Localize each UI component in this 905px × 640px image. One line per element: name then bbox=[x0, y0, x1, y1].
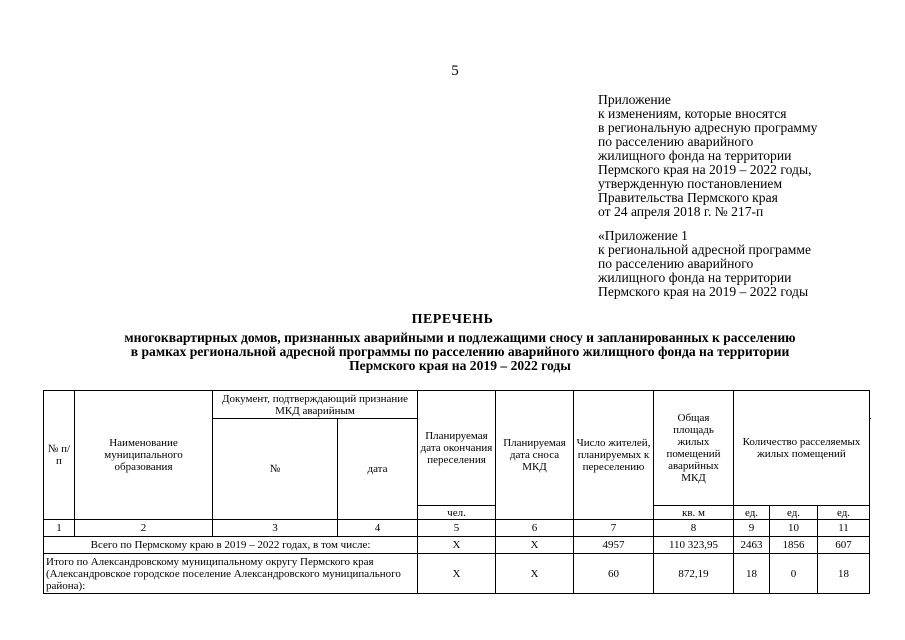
appendix-main-line: к изменениям, которые вносятся bbox=[598, 106, 787, 121]
header-doc-date: дата bbox=[338, 419, 418, 520]
district-row-rooms-municipal: 18 bbox=[818, 554, 870, 594]
appendix-main-line: жилищного фонда на территории bbox=[598, 148, 792, 163]
subtitle-line: многоквартирных домов, признанных аварийными и подлежащими сносу и запланированных к расселению bbox=[124, 330, 796, 345]
appendix-1-line: к региональной адресной программе bbox=[598, 242, 812, 257]
header-document-group: Документ, подтверждающий признание МКД аварийным bbox=[213, 391, 418, 419]
column-number: 2 bbox=[75, 520, 213, 537]
district-row-rooms-private: 0 bbox=[770, 554, 818, 594]
column-number: 9 bbox=[734, 520, 770, 537]
district-row-planned-end: Х bbox=[418, 554, 496, 594]
appendix-main-note bbox=[598, 93, 817, 219]
unit-rooms-private: ед. bbox=[770, 506, 818, 520]
appendix-1-note bbox=[598, 229, 811, 299]
appendix-main-line: Приложение bbox=[598, 92, 671, 107]
total-row-rooms-municipal: 607 bbox=[818, 537, 870, 554]
document-subtitle bbox=[60, 331, 860, 373]
column-number: 8 bbox=[654, 520, 734, 537]
appendix-main-line: в региональную адресную программу bbox=[598, 120, 818, 135]
unit-rooms-municipal: ед. bbox=[818, 506, 870, 520]
appendix-main-line: Правительства Пермского края bbox=[598, 190, 778, 205]
column-number: 5 bbox=[418, 520, 496, 537]
district-row-area: 872,19 bbox=[654, 554, 734, 594]
total-row-planned-end: Х bbox=[418, 537, 496, 554]
unit-residents: чел. bbox=[418, 506, 496, 520]
column-number: 7 bbox=[574, 520, 654, 537]
column-number: 6 bbox=[496, 520, 574, 537]
column-number: 1 bbox=[44, 520, 75, 537]
appendix-1-line: «Приложение 1 bbox=[598, 228, 688, 243]
district-row-residents: 60 bbox=[574, 554, 654, 594]
appendix-main-line: утвержденную постановлением bbox=[598, 176, 783, 191]
total-row bbox=[44, 537, 870, 554]
district-row bbox=[44, 554, 870, 594]
district-row-planned-demolition: Х bbox=[496, 554, 574, 594]
total-row-planned-demolition: Х bbox=[496, 537, 574, 554]
header-planned-end: Планируемая дата окончания переселения bbox=[418, 391, 496, 506]
appendix-1-line: по расселению аварийного bbox=[598, 256, 754, 271]
appendix-main-line: от 24 апреля 2018 г. № 217-п bbox=[598, 204, 764, 219]
header-rooms-group: Количество расселяемых жилых помещений bbox=[734, 391, 870, 506]
subtitle-line: в рамках региональной адресной программы по расселению аварийного жилищного фонда на территории bbox=[130, 344, 790, 359]
header-municipality: Наименование муниципального образования bbox=[75, 391, 213, 520]
document-title: ПЕРЕЧЕНЬ bbox=[411, 312, 494, 327]
subtitle-line: Пермского края на 2019 – 2022 годы bbox=[349, 358, 571, 373]
header-area: Общая площадь жилых помещений аварийных МКД bbox=[654, 391, 734, 506]
header-num: № п/п bbox=[44, 391, 75, 520]
header-residents: Число жителей, планируемых к переселению bbox=[574, 391, 654, 520]
header-doc-number: № bbox=[213, 419, 338, 520]
total-row-label: Всего по Пермскому краю в 2019 – 2022 годах, в том числе: bbox=[44, 537, 418, 554]
appendix-main-line: Пермского края на 2019 – 2022 годы, bbox=[598, 162, 812, 177]
unit-rooms-total: ед. bbox=[734, 506, 770, 520]
appendix-1-line: жилищного фонда на территории bbox=[598, 270, 792, 285]
total-row-rooms-private: 1856 bbox=[770, 537, 818, 554]
appendix-main-line: по расселению аварийного bbox=[598, 134, 754, 149]
column-number: 10 bbox=[770, 520, 818, 537]
total-row-residents: 4957 bbox=[574, 537, 654, 554]
column-number: 3 bbox=[213, 520, 338, 537]
column-number: 11 bbox=[818, 520, 870, 537]
header-planned-demolition: Планируемая дата сноса МКД bbox=[496, 391, 574, 520]
appendix-1-line: Пермского края на 2019 – 2022 годы bbox=[598, 284, 809, 299]
unit-area: кв. м bbox=[654, 506, 734, 520]
total-row-rooms-total: 2463 bbox=[734, 537, 770, 554]
district-row-rooms-total: 18 bbox=[734, 554, 770, 594]
district-row-label: Итого по Александровскому муниципальному округу Пермского края (Александровское городское поселение Александровского муниципального района): bbox=[44, 554, 418, 594]
column-number: 4 bbox=[338, 520, 418, 537]
page-number: 5 bbox=[451, 63, 459, 79]
houses-table-grid bbox=[43, 390, 870, 594]
total-row-area: 110 323,95 bbox=[654, 537, 734, 554]
